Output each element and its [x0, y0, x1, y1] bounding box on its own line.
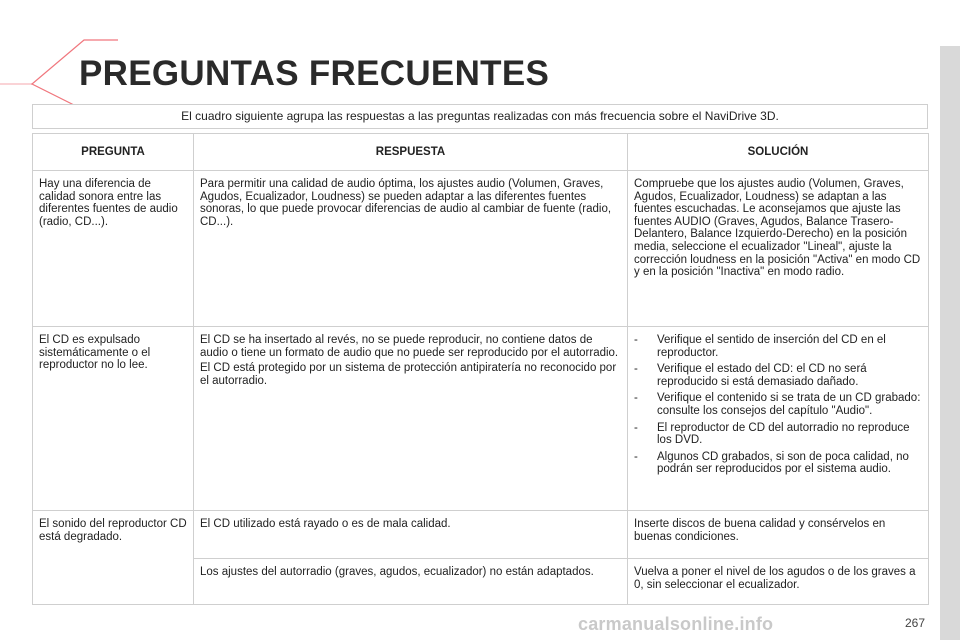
- answer-cell: El CD utilizado está rayado o es de mala calidad.: [194, 511, 628, 559]
- table-row: [33, 171, 929, 327]
- table-row: [33, 511, 929, 559]
- header-solution: SOLUCIÓN: [628, 134, 929, 171]
- answer-text: El CD se ha insertado al revés, no se puede reproducir, no contiene datos de audio o tiene un formato de audio que no puede ser reproducido por el autorradio.: [200, 334, 619, 359]
- list-item: - Algunos CD grabados, si son de poca calidad, no podrán ser reproducidos por el sistema audio.: [634, 450, 909, 476]
- dash-mark: -: [634, 450, 638, 463]
- page-title: PREGUNTAS FRECUENTES: [79, 54, 550, 93]
- solution-cell: Vuelva a poner el nivel de los agudos o de los graves a 0, sin seleccionar el ecualizador.: [628, 559, 929, 605]
- solution-cell: Compruebe que los ajustes audio (Volumen, Graves, Agudos, Ecualizador, Loudness) se adaptan a las fuentes escuchadas. Le aconsejamos que ajuste las fuentes AUDIO (Graves, Agudos, Balance Trasero-Delantero, Balance Izquierdo-Derecho) en la posición media, seleccione el ecualizador "Lineal", ajuste la corrección loudness en la posición "Activa" en modo CD y en la posición "Inactiva" en modo radio.: [628, 171, 929, 327]
- list-item: - Verifique el estado del CD: el CD no será reproducido si está demasiado dañado.: [634, 363, 867, 388]
- solution-cell: [628, 327, 929, 511]
- answer-cell: [194, 171, 628, 327]
- side-tab: [940, 46, 960, 640]
- intro-text: El cuadro siguiente agrupa las respuestas a las preguntas realizadas con más frecuencia sobre el NaviDrive 3D.: [32, 104, 928, 129]
- answer-text: Para permitir una calidad de audio óptima, los ajustes audio (Volumen, Graves, Agudos, Ecualizador, Loudness) se pueden adaptar a las diferentes fuentes sonoras, lo que puede provocar diferencias de audio al cambiar de fuente (radio, CD...).: [200, 178, 612, 228]
- table-row: [33, 327, 929, 511]
- question-cell: El CD es expulsado sistemáticamente o el reproductor no lo lee.: [33, 327, 194, 511]
- header-answer: RESPUESTA: [194, 134, 628, 171]
- watermark: carmanualsonline.info: [578, 614, 774, 634]
- dash-mark: -: [634, 392, 638, 405]
- list-item: - El reproductor de CD del autorradio no reproduce los DVD.: [634, 421, 910, 447]
- solution-list: [634, 334, 922, 476]
- answer-text: El CD está protegido por un sistema de protección antipiratería no reconocido por el autorradio.: [200, 362, 617, 387]
- list-item: - Verifique el sentido de inserción del CD en el reproductor.: [634, 334, 886, 359]
- dash-mark: -: [634, 363, 638, 376]
- dash-mark: -: [634, 421, 638, 434]
- solution-cell: Inserte discos de buena calidad y consérvelos en buenas condiciones.: [628, 511, 929, 559]
- faq-table: [32, 133, 929, 605]
- dash-mark: -: [634, 334, 638, 346]
- answer-cell: [194, 327, 628, 511]
- answer-cell: Los ajustes del autorradio (graves, agudos, ecualizador) no están adaptados.: [194, 559, 628, 605]
- question-cell: Hay una diferencia de calidad sonora entre las diferentes fuentes de audio (radio, CD...).: [33, 171, 194, 327]
- question-cell: El sonido del reproductor CD está degradado.: [33, 511, 194, 605]
- page-number: 267: [905, 616, 926, 630]
- list-item: - Verifique el contenido si se trata de un CD grabado: consulte los consejos del capítulo "Audio".: [634, 392, 921, 417]
- header-question: PREGUNTA: [33, 134, 194, 171]
- table-header-row: [33, 134, 929, 171]
